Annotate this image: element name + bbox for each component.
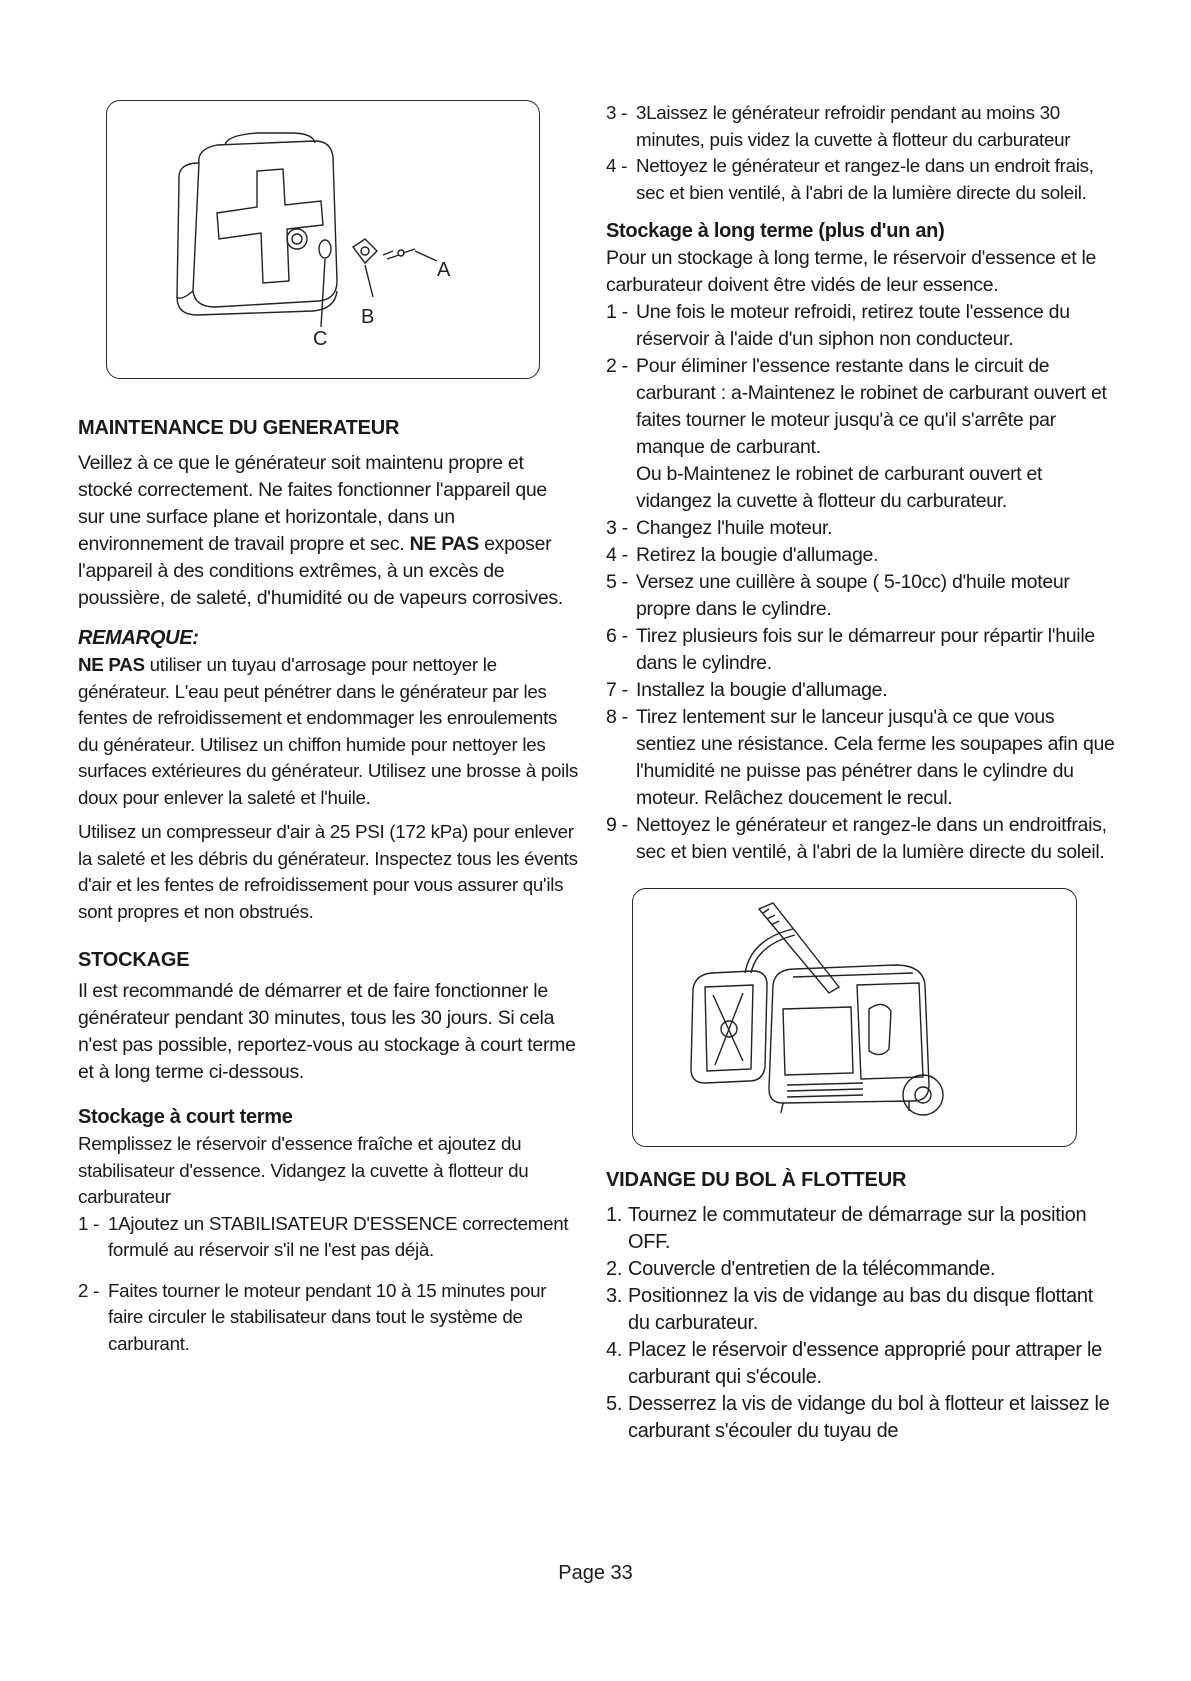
remark-paragraph — [78, 652, 578, 811]
list-item: 1 - 1Ajoutez un STABILISATEUR D'ESSENCE correctement formulé au réservoir s'il ne l'est pas déjà. — [78, 1212, 569, 1260]
fuel-tank-illustration — [107, 101, 539, 378]
list-item: 1. Tournez le commutateur de démarrage sur la position OFF. — [606, 1204, 1087, 1253]
list-item: 2 - Pour éliminer l'essence restante dans le circuit de carburant : a-Maintenez le robinet de carburant ouvert et faites tourner le moteur jusqu'à ce qu'il s'arrête par manque de carburant. Ou b-Maintenez le robinet de carburant ouvert et vidangez la cuvette à flotteur du carburateur. — [606, 355, 1107, 512]
list-item: 1 - Une fois le moteur refroidi, retirez toute l'essence du réservoir à l'aide d'un siphon non conducteur. — [606, 301, 1070, 350]
storage-title: STOCKAGE — [78, 949, 190, 971]
short-term-title: Stockage à court terme — [78, 1106, 293, 1128]
maintenance-text-2: exposer l'appareil à des conditions extrêmes, à un excès de poussière, de saleté, d'humidité ou de vapeurs corrosives. — [78, 533, 563, 609]
generator-illustration — [633, 889, 1076, 1146]
maintenance-text-1: Veillez à ce que le générateur soit maintenu propre et stocké correctement. Ne faites fonctionner l'appareil que sur une surface plane et horizontale, dans un environnement de travail propre et sec. — [78, 452, 547, 555]
list-item: 9 - Nettoyez le générateur et rangez-le dans un endroitfrais, sec et bien ventilé, à l'abri de la lumière directe du soleil. — [606, 814, 1107, 863]
list-item: 8 - Tirez lentement sur le lanceur jusqu'à ce que vous sentiez une résistance. Cela ferme les soupapes afin que l'humidité ne puisse pas pénétrer dans le cylindre du moteur. Relâchez doucement le recul. — [606, 706, 1115, 809]
right-column — [606, 100, 1116, 1445]
fuel-tank-figure — [106, 100, 540, 379]
list-item: 4. Placez le réservoir d'essence approprié pour attraper le carburant qui s'écoule. — [606, 1339, 1102, 1388]
float-bowl-steps — [606, 1202, 1116, 1445]
compressor-paragraph: Utilisez un compresseur d'air à 25 PSI (172 kPa) pour enlever la saleté et les débris du générateur. Inspectez tous les évents d'air et les fentes de refroidissement pour vous assurer qu'ils sont propres et non obstrués. — [78, 821, 578, 922]
list-item: 4 - Nettoyez le générateur et rangez-le dans un endroit frais, sec et bien ventilé, à l'abri de la lumière directe du soleil. — [606, 155, 1094, 203]
float-bowl-title: VIDANGE DU BOL À FLOTTEUR — [606, 1169, 907, 1191]
remark-text: utiliser un tuyau d'arrosage pour nettoyer le générateur. L'eau peut pénétrer dans le générateur par les fentes de refroidissement et endommager les enroulements du générateur. Utilisez un chiffon humide pour nettoyer les surfaces extérieures du générateur. Utilisez une brosse à poils doux pour enlever la saleté et l'huile. — [78, 654, 578, 808]
short-term-intro: Remplissez le réservoir d'essence fraîche et ajoutez du stabilisateur d'essence. Vidangez la cuvette à flotteur du carburateur — [78, 1133, 529, 1207]
list-item: 3 - Changez l'huile moteur. — [606, 517, 833, 539]
long-term-title: Stockage à long terme (plus d'un an) — [606, 220, 945, 242]
long-term-steps — [606, 299, 1116, 866]
list-item: 5. Desserrez la vis de vidange du bol à flotteur et laissez le carburant s'écouler du tuyau de — [606, 1393, 1110, 1442]
maintenance-title: MAINTENANCE DU GENERATEUR — [78, 417, 400, 439]
long-term-intro: Pour un stockage à long terme, le réservoir d'essence et le carburateur doivent être vidés de leur essence. — [606, 247, 1097, 296]
maintenance-paragraph — [78, 450, 578, 612]
list-item: 7 - Installez la bougie d'allumage. — [606, 679, 888, 701]
list-item: 3. Positionnez la vis de vidange au bas du disque flottant du carburateur. — [606, 1285, 1093, 1334]
label-c: C — [313, 328, 328, 350]
generator-drain-figure — [632, 888, 1077, 1147]
list-item: 2. Couvercle d'entretien de la télécommande. — [606, 1258, 996, 1280]
remark-ne-pas: NE PAS — [78, 654, 145, 675]
label-b: B — [361, 306, 375, 328]
storage-intro: Il est recommandé de démarrer et de faire fonctionner le générateur pendant 30 minutes, tous les 30 jours. Si cela n'est pas possible, reportez-vous au stockage à court terme et à long terme ci-dessous. — [78, 980, 576, 1083]
left-column — [78, 100, 578, 1357]
short-term-steps-left — [78, 1211, 578, 1358]
list-item: 3 - 3Laissez le générateur refroidir pendant au moins 30 minutes, puis videz la cuvette à flotteur du carburateur — [606, 102, 1071, 150]
list-item: 4 - Retirez la bougie d'allumage. — [606, 544, 879, 566]
maintenance-ne-pas: NE PAS — [409, 533, 479, 555]
label-a: A — [437, 259, 451, 281]
list-item: 2 - Faites tourner le moteur pendant 10 à 15 minutes pour faire circuler le stabilisateur dans tout le système de carburant. — [78, 1279, 547, 1354]
short-term-steps-right — [606, 100, 1116, 206]
list-item: 5 - Versez une cuillère à soupe ( 5-10cc) d'huile moteur propre dans le cylindre. — [606, 571, 1070, 620]
page-number: Page 33 — [558, 1562, 633, 1584]
remark-title: REMARQUE: — [78, 627, 199, 649]
list-item: 6 - Tirez plusieurs fois sur le démarreur pour répartir l'huile dans le cylindre. — [606, 625, 1095, 674]
